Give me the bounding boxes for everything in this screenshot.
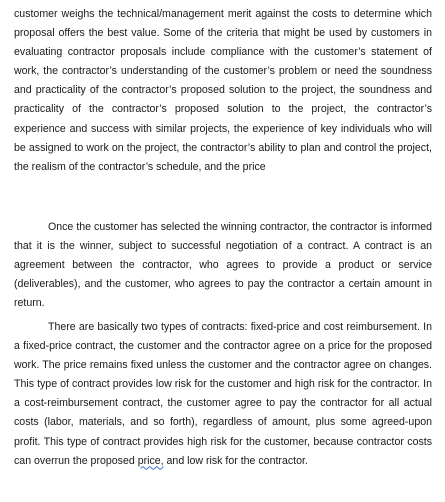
paragraph-winning-contractor: Once the customer has selected the winning contractor, the contractor is informed that it is the winner, subject to successful negotiation of a contract. A contract is an agreement between the contractor, who agrees to provide a product or service (deliverables), and the customer, who agrees to pay the contractor a certain amount in return. xyxy=(14,221,432,310)
contract-types-text-start: There are basically two types of contracts: fixed-price and cost reimbursement. In a fixed-price contract, the customer and the contractor agree on a price for the proposed work. The price remains fixed unless the customer and the contractor agree on changes. This type of contract provides low risk for the customer and high risk for the contractor. In a cost-reimbursement contract, the customer agree to pay the contractor for all actual costs (labor, materials, and so forth), regardless of amount, plus some agreed-upon profit. This type of contract provides high risk for the customer, because contractor costs can overrun the proposed xyxy=(14,321,432,467)
paragraph-contract-types xyxy=(14,318,432,471)
spellcheck-flagged-word[interactable]: price, xyxy=(137,454,164,467)
contract-types-text-end: and low risk for the contractor. xyxy=(163,454,308,467)
paragraph-proposal-evaluation: customer weighs the technical/management merit against the costs to determine which proposal offers the best value. Some of the criteria that might be used by customers in evaluating contractor proposals include compliance with the customer’s statement of work, the contractor’s understanding of the customer’s problem or need the soundness and practicality of the contractor’s proposed solution to the project, the soundness and practicality of the contractor’s proposed solution to the project, the contractor’s experience and success with similar projects, the experience of key individuals who will be assigned to work on the project, the contractor’s ability to plan and control the project, the realism of the contractor’s schedule, and the price xyxy=(14,8,432,173)
